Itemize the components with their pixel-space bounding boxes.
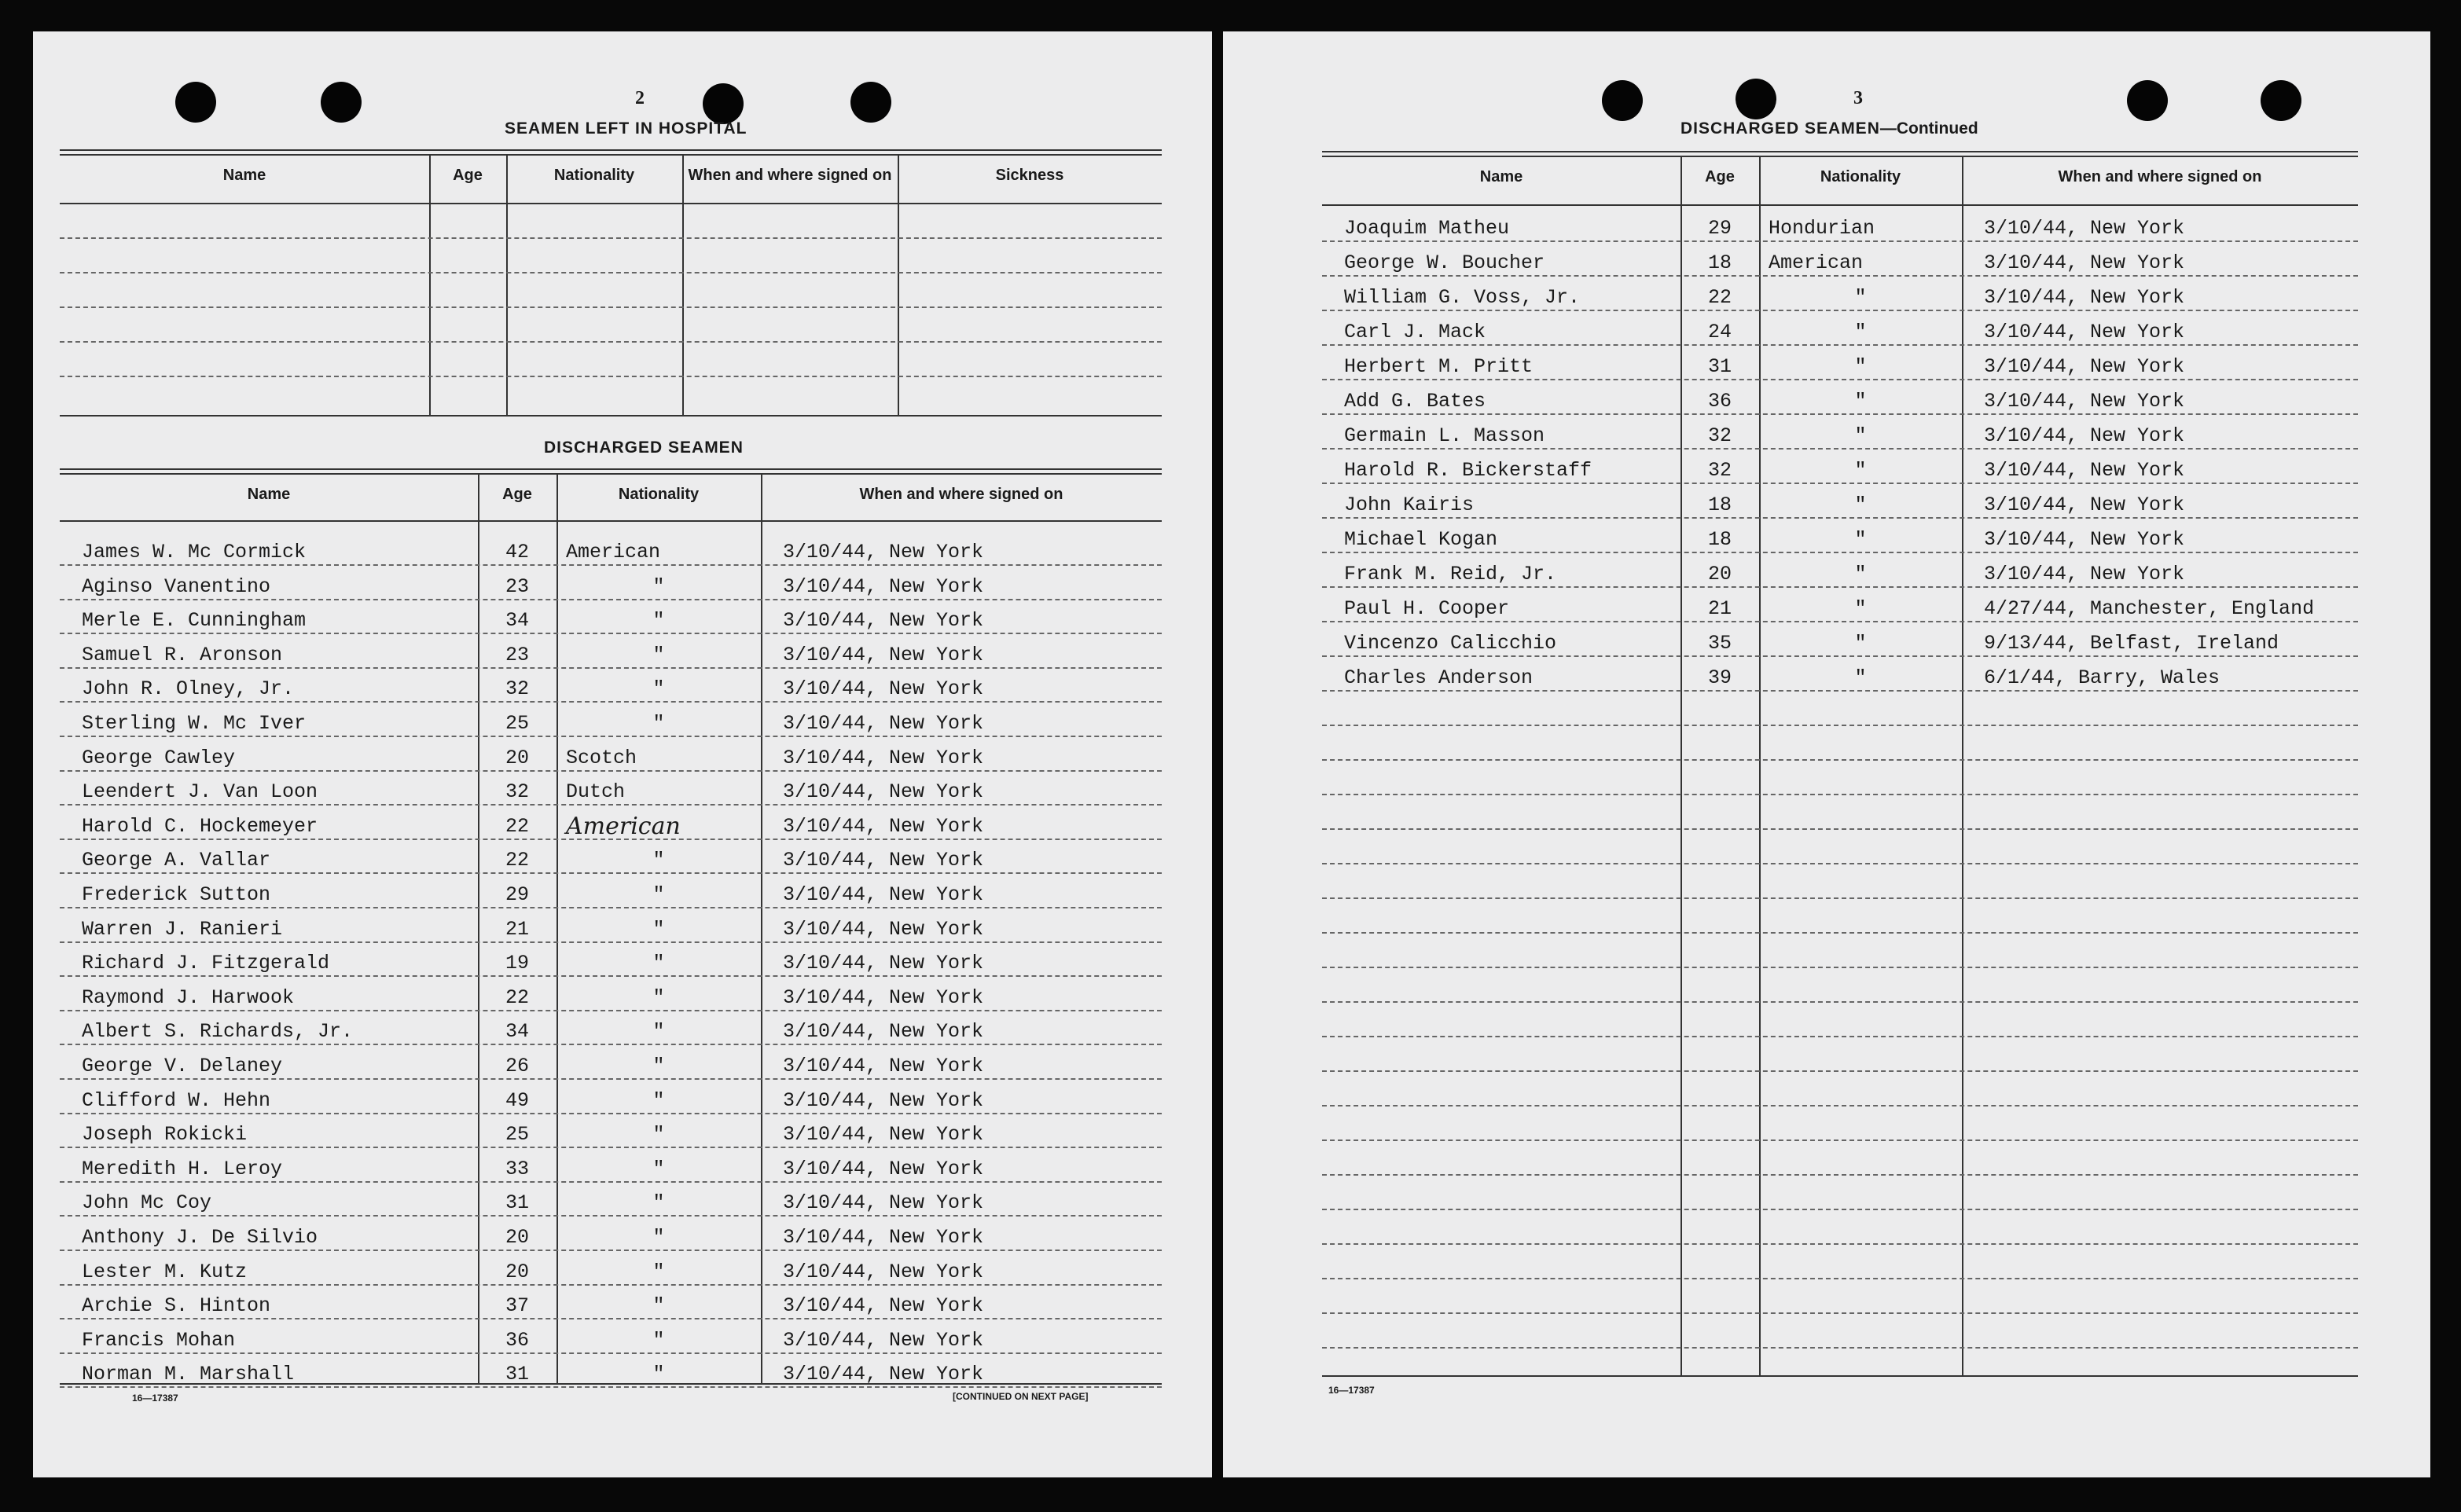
ruled-line	[1322, 1278, 2358, 1279]
table-cell-name: Norman M. Marshall	[82, 1363, 295, 1386]
table-cell-nationality: "	[1854, 321, 1867, 343]
title-suffix: —Continued	[1879, 119, 1978, 138]
table-cell-name: Francis Mohan	[82, 1328, 236, 1352]
table-cell-signed-on: 3/10/44, New York	[783, 1088, 984, 1112]
ruled-line	[60, 237, 1162, 239]
table-cell-signed-on: 9/13/44, Belfast, Ireland	[1984, 632, 2279, 655]
column-header: Nationality	[618, 486, 700, 503]
table-cell-age: 18	[1707, 251, 1732, 274]
ruled-line	[60, 872, 1162, 874]
table-cell-age: 25	[505, 1123, 529, 1147]
column-header: Age	[453, 167, 483, 184]
binder-hole	[1602, 80, 1643, 121]
table-cell-age: 26	[505, 1055, 529, 1077]
ruled-line	[60, 1284, 1162, 1286]
table-cell-name: Herbert M. Pritt	[1344, 355, 1534, 378]
page-number: 3	[1853, 88, 1863, 108]
binder-hole	[2127, 80, 2168, 121]
ruled-line	[60, 1010, 1162, 1011]
binder-hole	[850, 82, 891, 123]
column-header: Age	[1705, 168, 1735, 185]
ruled-line	[1322, 379, 2358, 380]
ruled-line	[60, 633, 1162, 634]
table-cell-nationality: "	[652, 952, 665, 975]
ruled-line	[60, 1147, 1162, 1148]
table-cell-nationality: "	[652, 712, 665, 735]
table-cell-nationality: "	[1854, 632, 1867, 655]
table-rule	[60, 154, 1162, 156]
table-cell-signed-on: 3/10/44, New York	[1984, 251, 2185, 274]
table-bottom-rule	[60, 415, 1162, 417]
table-cell-age: 29	[1707, 217, 1732, 240]
table-cell-name: William G. Voss, Jr.	[1344, 286, 1581, 309]
table-cell-nationality: "	[652, 883, 665, 906]
table-cell-signed-on: 3/10/44, New York	[783, 1328, 984, 1352]
ruled-line	[60, 736, 1162, 737]
table-cell-age: 33	[505, 1157, 529, 1180]
column-divider	[1962, 156, 1963, 1375]
form-number: 16—17387	[132, 1393, 178, 1404]
table-cell-name: George W. Boucher	[1344, 251, 1545, 274]
ruled-line	[1322, 1243, 2358, 1245]
table-cell-name: Richard J. Fitzgerald	[82, 952, 330, 975]
table-cell-nationality: "	[652, 917, 665, 941]
table-cell-nationality: "	[652, 677, 665, 701]
table-cell-nationality: "	[652, 1055, 665, 1077]
ruled-line	[1322, 310, 2358, 311]
table-cell-age: 37	[505, 1294, 529, 1318]
table-cell-age: 29	[505, 883, 529, 906]
table-cell-age: 36	[1707, 390, 1732, 413]
ruled-line	[1322, 897, 2358, 899]
table-cell-nationality: American	[1769, 251, 1864, 274]
ruled-line	[1322, 483, 2358, 484]
ruled-line	[1322, 1312, 2358, 1314]
table-cell-nationality: "	[1854, 355, 1867, 378]
ruled-line	[60, 975, 1162, 977]
column-divider	[761, 473, 762, 1383]
ruled-line	[1322, 794, 2358, 795]
table-cell-name: Samuel R. Aronson	[82, 643, 283, 666]
title-main: DISCHARGED SEAMEN	[1680, 119, 1880, 138]
table-cell-age: 49	[505, 1088, 529, 1112]
table-cell-name: Aginso Vanentino	[82, 574, 271, 598]
table-cell-signed-on: 3/10/44, New York	[783, 985, 984, 1009]
table-cell-name: Anthony J. De Silvio	[82, 1226, 318, 1249]
table-cell-age: 21	[1707, 597, 1732, 620]
continued-note: [CONTINUED ON NEXT PAGE]	[953, 1391, 1089, 1402]
ruled-line	[1322, 1174, 2358, 1176]
table-cell-name: Warren J. Ranieri	[82, 917, 283, 941]
table-cell-name: Add G. Bates	[1344, 390, 1486, 413]
binder-hole	[175, 82, 216, 123]
ruled-line	[60, 1352, 1162, 1354]
ruled-line	[1322, 1209, 2358, 1210]
table-cell-nationality: "	[1854, 424, 1867, 447]
table-cell-nationality: "	[1854, 528, 1867, 551]
table-cell-name: Joseph Rokicki	[82, 1123, 248, 1147]
table-cell-age: 20	[1707, 563, 1732, 585]
table-cell-age: 31	[505, 1363, 529, 1386]
table-cell-signed-on: 3/10/44, New York	[783, 677, 984, 701]
ruled-line	[1322, 759, 2358, 761]
table-cell-name: Frank M. Reid, Jr.	[1344, 563, 1557, 585]
table-cell-name: George Cawley	[82, 746, 236, 769]
ruled-line	[60, 907, 1162, 908]
ruled-line	[1322, 1001, 2358, 1003]
ruled-line	[60, 306, 1162, 308]
table-cell-nationality: "	[652, 1020, 665, 1044]
table-cell-name: Meredith H. Leroy	[82, 1157, 283, 1180]
table-cell-age: 34	[505, 609, 529, 633]
binder-hole	[703, 83, 744, 124]
column-header: When and where signed on	[2058, 168, 2262, 185]
ruled-line	[60, 1181, 1162, 1183]
table-cell-signed-on: 3/10/44, New York	[783, 883, 984, 906]
table-cell-signed-on: 3/10/44, New York	[783, 1020, 984, 1044]
table-cell-name: John Kairis	[1344, 494, 1475, 516]
table-cell-nationality: "	[652, 1226, 665, 1249]
ruled-line	[1322, 413, 2358, 415]
table-cell-nationality: "	[652, 1123, 665, 1147]
table-cell-age: 20	[505, 1260, 529, 1283]
table-cell-name: Sterling W. Mc Iver	[82, 712, 307, 735]
table-cell-age: 22	[505, 814, 529, 838]
table-cell-age: 24	[1707, 321, 1732, 343]
table-cell-signed-on: 3/10/44, New York	[1984, 355, 2185, 378]
table-cell-signed-on: 3/10/44, New York	[783, 780, 984, 804]
table-cell-signed-on: 3/10/44, New York	[783, 574, 984, 598]
table-cell-age: 32	[505, 780, 529, 804]
ruled-line	[60, 1113, 1162, 1114]
table-cell-signed-on: 3/10/44, New York	[783, 712, 984, 735]
table-cell-nationality: "	[652, 1328, 665, 1352]
column-header: Name	[222, 167, 266, 184]
table-cell-name: John R. Olney, Jr.	[82, 677, 295, 701]
ruled-line	[60, 341, 1162, 343]
table-cell-name: James W. Mc Cormick	[82, 541, 307, 563]
ruled-line	[1322, 932, 2358, 934]
column-header: When and where signed on	[859, 486, 1063, 503]
table-cell-signed-on: 3/10/44, New York	[783, 814, 984, 838]
table-cell-age: 20	[505, 1226, 529, 1249]
ruled-line	[1322, 967, 2358, 968]
ruled-line	[1322, 621, 2358, 622]
table-cell-name: Germain L. Masson	[1344, 424, 1545, 447]
table-cell-name: Charles Anderson	[1344, 666, 1534, 689]
table-cell-signed-on: 3/10/44, New York	[1984, 528, 2185, 551]
table-cell-age: 18	[1707, 494, 1732, 516]
continued-section-title	[1680, 119, 1978, 138]
table-cell-nationality: "	[1854, 494, 1867, 516]
table-cell-signed-on: 3/10/44, New York	[783, 952, 984, 975]
table-rule	[1322, 151, 2358, 152]
table-cell-signed-on: 3/10/44, New York	[783, 1157, 984, 1180]
discharged-section-title: DISCHARGED SEAMEN	[544, 439, 744, 457]
table-cell-signed-on: 3/10/44, New York	[783, 541, 984, 563]
table-cell-signed-on: 6/1/44, Barry, Wales	[1984, 666, 2220, 689]
ruled-line	[60, 1215, 1162, 1217]
table-cell-name: Harold R. Bickerstaff	[1344, 459, 1592, 482]
table-cell-signed-on: 3/10/44, New York	[783, 1226, 984, 1249]
column-header: Name	[1479, 168, 1523, 185]
table-cell-name: Lester M. Kutz	[82, 1260, 248, 1283]
table-cell-signed-on: 3/10/44, New York	[1984, 390, 2185, 413]
table-cell-signed-on: 3/10/44, New York	[783, 1363, 984, 1386]
header-rule	[1322, 204, 2358, 206]
table-cell-nationality: "	[1854, 597, 1867, 620]
ruled-line	[60, 1386, 1162, 1388]
table-cell-nationality: "	[652, 985, 665, 1009]
table-cell-nationality: American	[566, 541, 661, 563]
column-header: Name	[247, 486, 291, 503]
table-cell-name: Harold C. Hockemeyer	[82, 814, 318, 838]
table-cell-age: 31	[1707, 355, 1732, 378]
table-cell-age: 22	[505, 849, 529, 872]
table-cell-nationality: "	[1854, 666, 1867, 689]
table-cell-nationality: Hondurian	[1769, 217, 1875, 240]
ruled-line	[1322, 552, 2358, 553]
table-cell-age: 34	[505, 1020, 529, 1044]
table-rule	[1322, 156, 2358, 157]
table-cell-signed-on: 3/10/44, New York	[783, 609, 984, 633]
ruled-line	[60, 272, 1162, 273]
table-cell-signed-on: 3/10/44, New York	[783, 1055, 984, 1077]
table-cell-name: Merle E. Cunningham	[82, 609, 307, 633]
table-cell-age: 22	[1707, 286, 1732, 309]
ruled-line	[1322, 1140, 2358, 1141]
table-cell-nationality: "	[652, 643, 665, 666]
table-cell-age: 39	[1707, 666, 1732, 689]
column-header: Sickness	[995, 167, 1064, 184]
table-cell-age: 36	[505, 1328, 529, 1352]
hospital-section-title: SEAMEN LEFT IN HOSPITAL	[505, 119, 747, 138]
table-cell-age: 42	[505, 541, 529, 563]
ruled-line	[60, 599, 1162, 600]
ruled-line	[1322, 655, 2358, 657]
binder-hole	[2261, 80, 2301, 121]
table-rule	[60, 473, 1162, 475]
ruled-line	[60, 770, 1162, 772]
table-cell-signed-on: 3/10/44, New York	[783, 849, 984, 872]
table-cell-signed-on: 3/10/44, New York	[1984, 217, 2185, 240]
page-2	[33, 31, 1212, 1477]
table-cell-nationality: American	[566, 812, 681, 840]
table-cell-name: George V. Delaney	[82, 1055, 283, 1077]
table-cell-age: 20	[505, 746, 529, 769]
column-header: Age	[502, 486, 532, 503]
table-cell-age: 23	[505, 574, 529, 598]
table-cell-nationality: "	[652, 1088, 665, 1112]
ruled-line	[1322, 448, 2358, 450]
ruled-line	[1322, 1036, 2358, 1037]
column-header: When and where signed on	[688, 167, 892, 184]
table-cell-nationality: "	[1854, 286, 1867, 309]
ruled-line	[60, 1044, 1162, 1045]
table-cell-name: Clifford W. Hehn	[82, 1088, 271, 1112]
table-cell-nationality: "	[652, 1294, 665, 1318]
table-cell-signed-on: 3/10/44, New York	[783, 1294, 984, 1318]
table-cell-name: Carl J. Mack	[1344, 321, 1486, 343]
table-cell-age: 32	[505, 677, 529, 701]
ruled-line	[1322, 690, 2358, 692]
ruled-line	[60, 701, 1162, 703]
table-cell-age: 31	[505, 1191, 529, 1215]
table-cell-nationality: Scotch	[566, 746, 637, 769]
ruled-line	[1322, 344, 2358, 346]
table-cell-age: 21	[505, 917, 529, 941]
table-cell-name: Joaquim Matheu	[1344, 217, 1510, 240]
table-cell-age: 25	[505, 712, 529, 735]
table-cell-name: George A. Vallar	[82, 849, 271, 872]
table-cell-name: Frederick Sutton	[82, 883, 271, 906]
ruled-line	[60, 1078, 1162, 1080]
page-number: 2	[635, 88, 645, 108]
table-cell-nationality: "	[652, 609, 665, 633]
table-cell-signed-on: 3/10/44, New York	[783, 643, 984, 666]
table-cell-nationality: "	[1854, 563, 1867, 585]
column-header: Nationality	[1820, 168, 1901, 185]
ruled-line	[1322, 275, 2358, 277]
table-cell-age: 32	[1707, 424, 1732, 447]
table-cell-signed-on: 3/10/44, New York	[783, 917, 984, 941]
table-cell-signed-on: 3/10/44, New York	[783, 746, 984, 769]
ruled-line	[60, 1318, 1162, 1319]
table-cell-signed-on: 3/10/44, New York	[783, 1123, 984, 1147]
table-cell-name: Leendert J. Van Loon	[82, 780, 318, 804]
table-cell-nationality: "	[1854, 459, 1867, 482]
table-cell-nationality: "	[1854, 390, 1867, 413]
ruled-line	[1322, 828, 2358, 830]
form-number: 16—17387	[1328, 1385, 1375, 1396]
table-cell-name: Vincenzo Calicchio	[1344, 632, 1557, 655]
ruled-line	[1322, 586, 2358, 588]
table-cell-name: Michael Kogan	[1344, 528, 1498, 551]
ruled-line	[1322, 1347, 2358, 1349]
table-cell-nationality: "	[652, 574, 665, 598]
binder-hole	[1736, 79, 1776, 119]
table-cell-signed-on: 3/10/44, New York	[1984, 424, 2185, 447]
header-rule	[60, 203, 1162, 204]
binder-hole	[321, 82, 362, 123]
ruled-line	[1322, 240, 2358, 242]
table-cell-name: John Mc Coy	[82, 1191, 212, 1215]
page-3	[1223, 31, 2430, 1477]
table-cell-signed-on: 3/10/44, New York	[1984, 494, 2185, 516]
ruled-line	[60, 941, 1162, 943]
table-cell-name: Raymond J. Harwook	[82, 985, 295, 1009]
header-rule	[60, 520, 1162, 522]
table-cell-nationality: "	[652, 1363, 665, 1386]
table-cell-nationality: "	[652, 1157, 665, 1180]
ruled-line	[60, 376, 1162, 377]
table-cell-signed-on: 3/10/44, New York	[1984, 563, 2185, 585]
table-cell-signed-on: 3/10/44, New York	[783, 1260, 984, 1283]
ruled-line	[60, 804, 1162, 806]
table-cell-age: 23	[505, 643, 529, 666]
table-cell-nationality: "	[652, 849, 665, 872]
table-rule	[60, 149, 1162, 151]
ruled-line	[1322, 1105, 2358, 1106]
ruled-line	[60, 1250, 1162, 1251]
table-cell-signed-on: 3/10/44, New York	[1984, 321, 2185, 343]
table-cell-nationality: Dutch	[566, 780, 626, 804]
table-cell-age: 19	[505, 952, 529, 975]
ruled-line	[60, 564, 1162, 566]
table-cell-age: 32	[1707, 459, 1732, 482]
table-cell-nationality: "	[652, 1191, 665, 1215]
table-cell-name: Archie S. Hinton	[82, 1294, 271, 1318]
table-cell-name: Paul H. Cooper	[1344, 597, 1510, 620]
table-cell-age: 18	[1707, 528, 1732, 551]
table-cell-age: 35	[1707, 632, 1732, 655]
table-cell-signed-on: 3/10/44, New York	[1984, 459, 2185, 482]
table-cell-signed-on: 4/27/44, Manchester, England	[1984, 597, 2315, 620]
table-cell-nationality: "	[652, 1260, 665, 1283]
ruled-line	[1322, 725, 2358, 726]
ruled-line	[1322, 1070, 2358, 1072]
table-cell-signed-on: 3/10/44, New York	[783, 1191, 984, 1215]
ruled-line	[60, 667, 1162, 669]
table-cell-signed-on: 3/10/44, New York	[1984, 286, 2185, 309]
column-header: Nationality	[553, 167, 635, 184]
ruled-line	[1322, 863, 2358, 864]
table-cell-name: Albert S. Richards, Jr.	[82, 1020, 354, 1044]
table-rule	[60, 468, 1162, 470]
table-bottom-rule	[1322, 1375, 2358, 1377]
ruled-line	[1322, 517, 2358, 519]
table-cell-age: 22	[505, 985, 529, 1009]
